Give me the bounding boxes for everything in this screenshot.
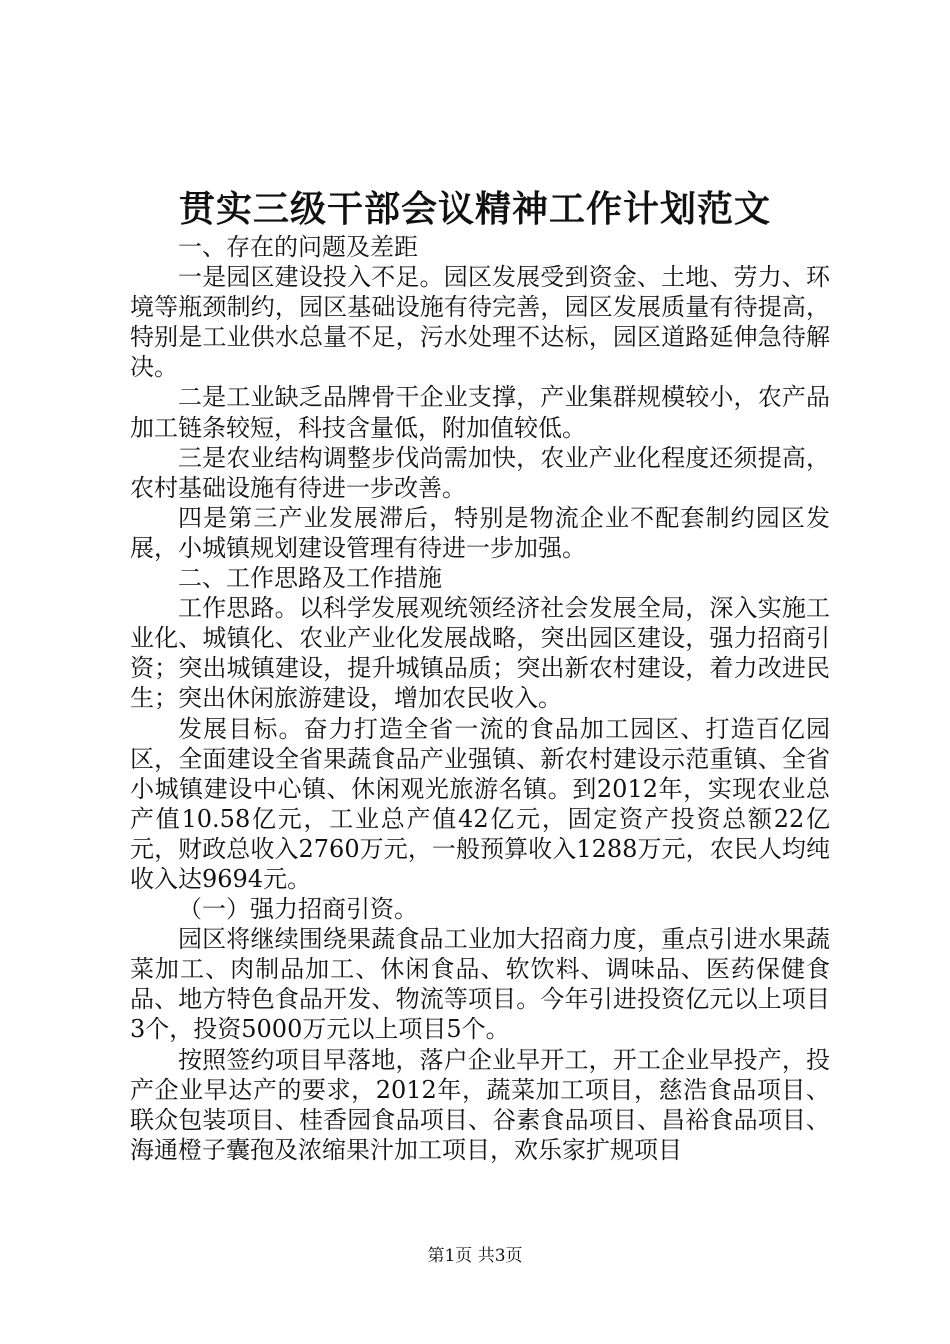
- paragraph: 四是第三产业发展滞后，特别是物流企业不配套制约园区发展，小城镇规划建设管理有待进一步加强。: [130, 503, 830, 562]
- subsection-heading: （一）强力招商引资。: [178, 895, 418, 924]
- paragraph: 发展目标。奋力打造全省一流的食品加工园区、打造百亿园区，全面建设全省果蔬食品产业强镇、新农村建设示范重镇、全省小城镇建设中心镇、休闲观光旅游名镇。到2012年，实现农业总产值10.58亿元，工业总产值42亿元，固定资产投资总额22亿元，财政总收入2760万元，一般预算收入1288万元，农民人均纯收入达9694元。: [130, 714, 830, 893]
- paragraph: 工作思路。以科学发展观统领经济社会发展全局，深入实施工业化、城镇化、农业产业化发展战略，突出园区建设，强力招商引资；突出城镇建设，提升城镇品质；突出新农村建设，着力改进民生；突出休闲旅游建设，增加农民收入。: [130, 594, 830, 713]
- paragraph: 按照签约项目早落地，落户企业早开工，开工企业早投产，投产企业早达产的要求，2012年，蔬菜加工项目，慈浩食品项目、联众包装项目、桂香园食品项目、谷素食品项目、昌裕食品项目、海通橙子囊孢及浓缩果汁加工项目，欢乐家扩规项目: [130, 1045, 830, 1164]
- paragraph: 园区将继续围绕果蔬食品工业加大招商力度，重点引进水果蔬菜加工、肉制品加工、休闲食品、软饮料、调味品、医药保健食品、地方特色食品开发、物流等项目。今年引进投资亿元以上项目3个，投资5000万元以上项目5个。: [130, 925, 830, 1044]
- document-title: 贯实三级干部会议精神工作计划范文: [178, 188, 771, 230]
- page-number-footer: 第1页 共3页: [427, 1246, 523, 1266]
- section-heading: 二、工作思路及工作措施: [178, 564, 442, 593]
- section-heading: 一、存在的问题及差距: [178, 233, 418, 261]
- document-body: [130, 232, 830, 1165]
- paragraph: 一是园区建设投入不足。园区发展受到资金、土地、劳力、环境等瓶颈制约，园区基础设施有待完善，园区发展质量有待提高，特别是工业供水总量不足，污水处理不达标，园区道路延伸急待解决。: [130, 263, 830, 382]
- paragraph: 二是工业缺乏品牌骨干企业支撑，产业集群规模较小，农产品加工链条较短，科技含量低，附加值较低。: [130, 383, 830, 442]
- paragraph: 三是农业结构调整步伐尚需加快，农业产业化程度还须提高，农村基础设施有待进一步改善。: [130, 443, 830, 502]
